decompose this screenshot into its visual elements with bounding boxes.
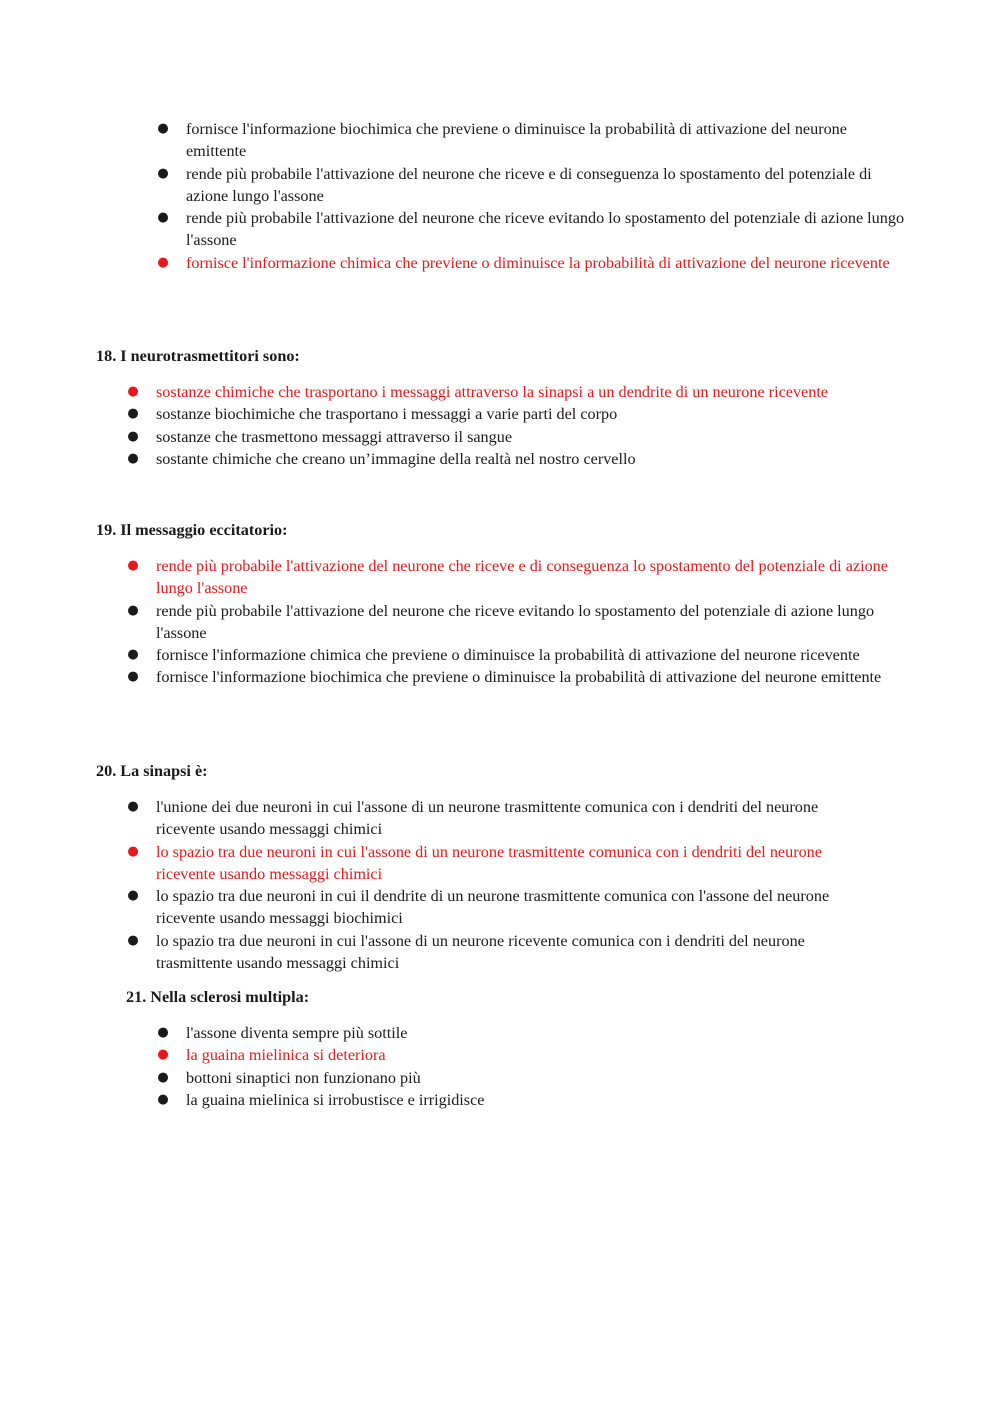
answer-option-correct [157, 252, 908, 274]
option-text: lo spazio tra due neuroni in cui il dendrite di un neurone trasmittente comunica con l'assone del neurone ricevente usando messaggi biochimici [156, 887, 830, 928]
answer-option [157, 163, 908, 208]
option-text: rende più probabile l'attivazione del neurone che riceve evitando lo spostamento del potenziale di azione lungo l'assone [156, 601, 875, 642]
bullet-icon: ● [127, 602, 139, 618]
option-text: sostante chimiche che creano un’immagine della realtà nel nostro cervello [156, 449, 636, 468]
option-text: rende più probabile l'attivazione del neurone che riceve e di conseguenza lo spostamento del potenziale di azione lungo l'assone [156, 557, 888, 598]
bullet-icon: ● [127, 428, 139, 444]
bullet-icon: ● [127, 799, 139, 814]
option-text: l'unione dei due neuroni in cui l'assone di un neurone trasmittente comunica con i dendriti del neurone ricevente usando messaggi chimici [156, 798, 819, 839]
options-list [127, 555, 908, 689]
bullet-icon: ● [127, 647, 139, 663]
option-text: la guaina mielinica si deteriora [186, 1046, 386, 1065]
question-title: 21. Nella sclerosi multipla: [126, 988, 310, 1006]
option-text: rende più probabile l'attivazione del neurone che riceve evitando lo spostamento del potenziale di azione lungo l'assone [186, 209, 905, 250]
option-text: lo spazio tra due neuroni in cui l'assone di un neurone ricevente comunica con i dendriti del neurone trasmittente usando messaggi chimici [156, 931, 805, 973]
answer-option-correct [157, 1044, 886, 1066]
options-list [157, 118, 908, 274]
answer-option [127, 448, 906, 470]
question-19 [96, 519, 906, 689]
option-text: rende più probabile l'attivazione del neurone che riceve e di conseguenza lo spostamento del potenziale di azione lungo l'assone [186, 164, 872, 205]
answer-option [127, 666, 908, 688]
bullet-icon: ● [127, 932, 139, 948]
answer-option [157, 118, 908, 163]
question-17-options [157, 118, 908, 274]
option-text: bottoni sinaptici non funzionano più [186, 1068, 421, 1087]
option-text: sostanze che trasmettono messaggi attraverso il sangue [156, 427, 513, 446]
options-list [127, 796, 881, 974]
answer-option [157, 1067, 886, 1089]
question-20 [96, 760, 906, 974]
option-text: fornisce l'informazione biochimica che previene o diminuisce la probabilità di attivazione del neurone emittente [186, 120, 847, 161]
question-title: 19. Il messaggio eccitatorio: [96, 521, 288, 539]
option-text: fornisce l'informazione chimica che previene o diminuisce la probabilità di attivazione del neurone ricevente [156, 646, 860, 665]
bullet-icon: ● [157, 1091, 169, 1107]
question-title: 18. I neurotrasmettitori sono: [96, 347, 300, 365]
question-title: 20. La sinapsi è: [96, 762, 208, 780]
bullet-icon: ● [127, 888, 139, 904]
answer-option [127, 600, 908, 645]
answer-option [157, 1089, 886, 1111]
answer-option-correct [127, 381, 906, 403]
answer-option [127, 403, 906, 425]
bullet-icon: ● [157, 254, 169, 270]
option-text: sostanze chimiche che trasportano i messaggi attraverso la sinapsi a un dendrite di un neurone ricevente [156, 383, 828, 401]
option-text: fornisce l'informazione biochimica che previene o diminuisce la probabilità di attivazione del neurone emittente [156, 668, 882, 687]
answer-option [127, 644, 908, 666]
answer-option [127, 885, 881, 930]
option-text: sostanze biochimiche che trasportano i messaggi a varie parti del corpo [156, 405, 618, 424]
option-text: lo spazio tra due neuroni in cui l'assone di un neurone trasmittente comunica con i dendriti del neurone ricevente usando messaggi chimici [156, 842, 822, 883]
options-list [127, 381, 906, 470]
answer-option [157, 1022, 886, 1044]
bullet-icon: ● [157, 1069, 169, 1085]
option-text: fornisce l'informazione chimica che previene o diminuisce la probabilità di attivazione del neurone ricevente [186, 253, 890, 272]
bullet-icon: ● [127, 669, 139, 685]
bullet-icon: ● [157, 210, 169, 226]
bullet-icon: ● [157, 165, 169, 181]
bullet-icon: ● [127, 406, 139, 422]
option-text: l'assone diventa sempre più sottile [186, 1024, 408, 1042]
bullet-icon: ● [157, 121, 169, 136]
bullet-icon: ● [127, 843, 139, 859]
question-21 [126, 986, 906, 1111]
bullet-icon: ● [157, 1025, 169, 1040]
bullet-icon: ● [157, 1047, 169, 1063]
answer-option [127, 796, 881, 841]
bullet-icon: ● [127, 558, 139, 573]
answer-option [127, 930, 881, 975]
bullet-icon: ● [127, 384, 139, 399]
answer-option [127, 426, 906, 448]
options-list [157, 1022, 886, 1111]
answer-option-correct [127, 841, 881, 886]
answer-option-correct [127, 555, 908, 600]
answer-option [157, 207, 908, 252]
option-text: la guaina mielinica si irrobustisce e irrigidisce [186, 1090, 485, 1109]
bullet-icon: ● [127, 450, 139, 466]
question-18 [96, 345, 906, 470]
